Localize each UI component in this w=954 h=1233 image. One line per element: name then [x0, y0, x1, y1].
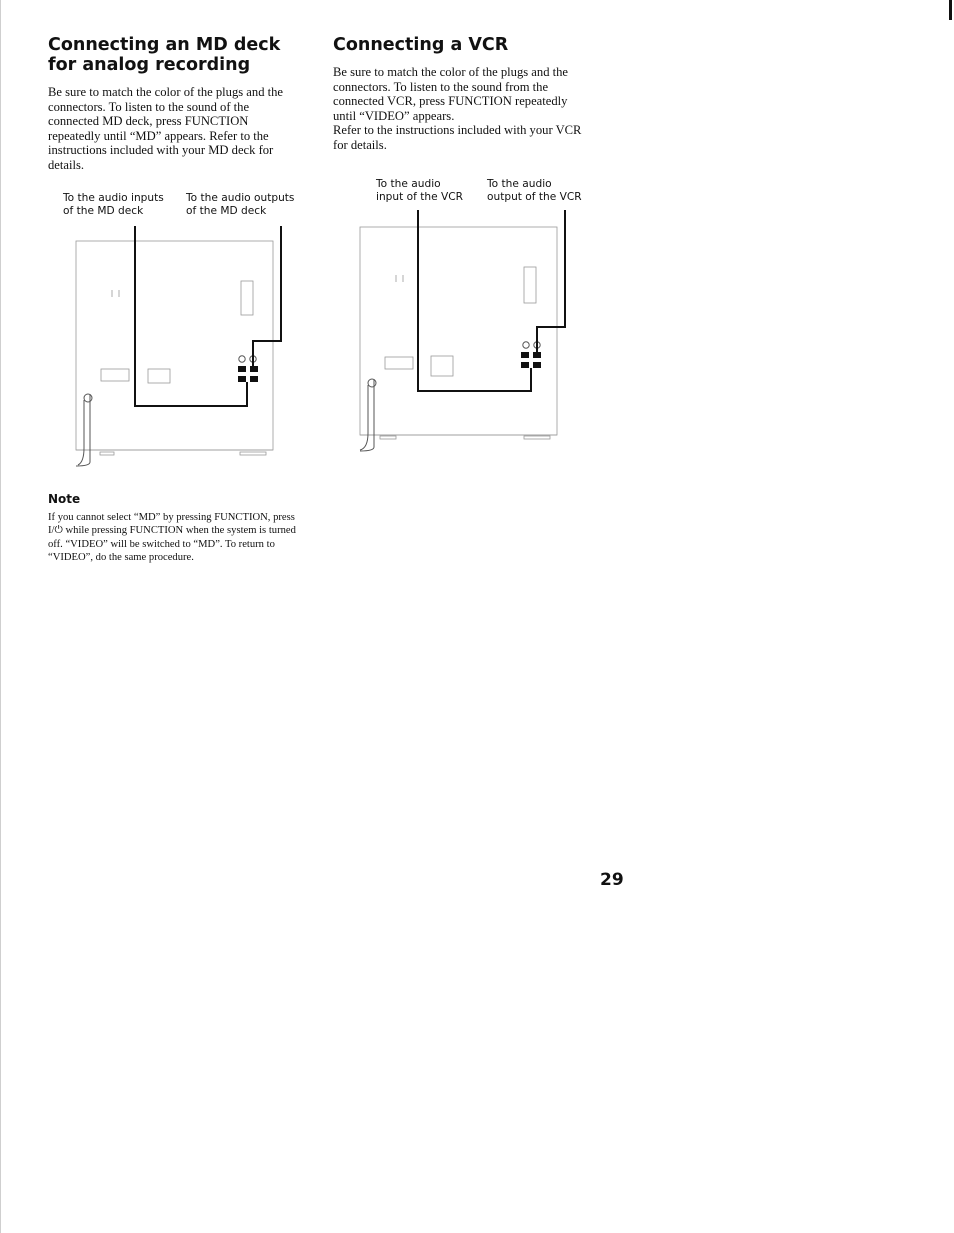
- vcr-output-cable: [537, 210, 565, 352]
- note-heading: Note: [48, 492, 81, 506]
- power-cord-right: [360, 379, 376, 451]
- section-title-vcr: Connecting a VCR: [333, 35, 509, 55]
- title-line-2: for analog recording: [48, 55, 251, 75]
- note-text: If you cannot select “MD” by pressing FUNCTION, press I/⏻ while pressing FUNCTION when the system is turned off. “VIDEO” will be switched to “MD”. To return to “VIDEO”, do the same procedure.: [48, 512, 296, 563]
- caption-vcr-input: To the audio input of the VCR: [376, 178, 463, 203]
- caption-md-inputs: To the audio inputs of the MD deck: [63, 192, 164, 217]
- vcr-body-line-1: Be sure to match the color of the plugs and the connectors. To listen to the sound from the connected VCR, press FUNCTION repeatedly until “VIDEO” appears.: [333, 65, 569, 123]
- page-number: 29: [600, 870, 624, 890]
- vcr-body-line-2: Refer to the instructions included with your VCR for details.: [333, 123, 582, 152]
- vcr-input-cable: [418, 210, 531, 391]
- scan-edge-mark: [949, 0, 952, 20]
- caption-md-outputs: To the audio outputs of the MD deck: [186, 192, 295, 217]
- md-deck-body-text: Be sure to match the color of the plugs and the connectors. To listen to the sound of the connected MD deck, press FUNCTION repeatedly until “MD” appears. Refer to the instructions included with your MD deck for details.: [48, 85, 284, 172]
- scan-left-edge: [0, 0, 1, 1233]
- caption-vcr-output: To the audio output of the VCR: [487, 178, 582, 203]
- title-line-1: Connecting an MD deck: [48, 35, 281, 55]
- system-rear-panel-right: [360, 227, 557, 439]
